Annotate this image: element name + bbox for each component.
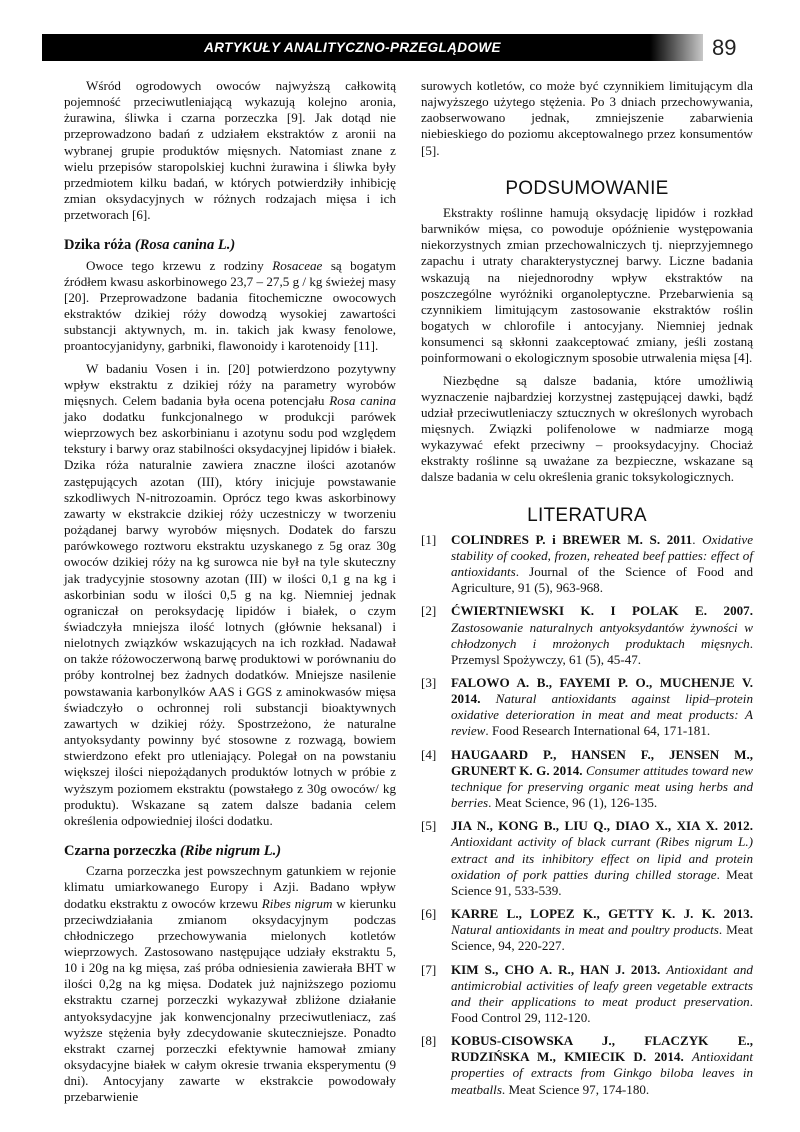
reference-authors: KIM S., CHO A. R., HAN J. 2013. (451, 961, 661, 977)
reference-number: [8] (421, 1033, 437, 1049)
reference-title: Natural antioxidants in meat and poultry products (451, 922, 719, 938)
continuation-paragraph: surowych kotletów, co może być czynnikiem limitującym dla najwyższego użytego stężenia. Po 3 dniach przechowywania, zaobserwowano jednak, zmniejszenie zabarwienia niebieskiego do poziomu akceptowalnego przez konsumentów [5]. (421, 78, 753, 158)
reference-list (421, 532, 753, 1098)
reference-authors: KOBUS-CISOWSKA J., FLACZYK E., RUDZIŃSKA M., KMIECIK D. 2014. (451, 1033, 753, 1065)
reference-body (451, 1033, 753, 1098)
text-run: Owoce tego krzewu z rodziny (86, 257, 273, 273)
reference-source: . Food Research International 64, 171-181. (485, 723, 711, 739)
separator (480, 691, 495, 706)
reference-body (451, 906, 753, 954)
reference-item (421, 1033, 753, 1098)
reference-authors: ĆWIERTNIEWSKI K. I POLAK E. 2007. (451, 603, 753, 619)
reference-item (421, 818, 753, 899)
reference-item (421, 906, 753, 954)
text-run: Czarna porzeczka jest powszechnym gatunkiem w rejonie klimatu umiarkowanego Europy i Azji. Badano wpływ dodatku ekstraktu z owoców krzewu (64, 863, 396, 911)
reference-number: [6] (421, 906, 437, 922)
text-run: w kierunku przeciwdziałania zmianom oksydacyjnym podczas chłodniczego przechowywania mielonych kotletów wieprzowych. Zastosowano następujące udziały ekstraktu 5, 10 i 20g na kg mięsa, zaś próba odniesienia zawierała BHT w ilości 0,2g na kg mięsa. Dodatek już najniższego poziomu ekstraktu czarnej porzeczki wykazywał zbliżone działanie antyoksydacyjne jak konwencjonalny przeciwutleniacz, zaś wyższe stężenia były zdecydowanie skuteczniejsze. Ponadto ekstrakt czarnej porzeczki efektywnie hamował zmiany oksydacyjne białek w całym okresie trwania eksperymentu (9 dni). Antocyjany zawarte w ekstrakcie powodowały przebarwienie (64, 895, 396, 1105)
reference-number: [2] (421, 603, 437, 619)
reference-source: . Meat Science 97, 174-180. (501, 1081, 650, 1097)
reference-number: [3] (421, 675, 437, 690)
reference-body (451, 962, 753, 1027)
latin-name: Rosa canina (329, 392, 396, 408)
reference-title: Natural antioxidants against lipid–protein oxidative deterioration in meat and meat products: A review (451, 691, 753, 739)
reference-source: . Przemysl Spożywczy, 61 (5), 45-47. (451, 635, 753, 667)
text-run: są bogatym źródłem kwasu askorbinowego 23,7 – 27,5 g / kg świeżej masy [20]. Przeprowadzone badania fitochemiczne owocowych ekstraktów dzikiej róży dowodzą wysokiej zawartości substancji aktywnych, m. in. takich jak kwasy fenolowe, proantocyjanidyny, garbniki, flawonoidy i karotenoidy [11]. (64, 257, 396, 354)
page-number: 89 (712, 35, 737, 60)
reference-source: . Meat Science, 94, 220-227. (451, 922, 753, 954)
reference-title: Zastosowanie naturalnych antyoksydantów żywności w chłodzonych i mrożonych produktach mięsnych (451, 619, 753, 651)
reference-title: Antioxidant properties of extracts from Ginkgo biloba leaves in meatballs (451, 1049, 753, 1097)
rose-paragraph-1 (64, 258, 396, 355)
reference-authors: HAUGAARD P., HANSEN F., JENSEN M., GRUNERT K. G. 2014. (451, 746, 753, 778)
text-run: W badaniu Vosen i in. [20] potwierdzono pozytywny wpływ ekstraktu z dzikiej róży na parametry wyrobów mięsnych. Celem badania była ocena potencjału (64, 360, 396, 408)
rose-heading (64, 237, 396, 253)
reference-authors: FALOWO A. B., FAYEMI P. O., MUCHENJE V. 2014. (451, 675, 753, 707)
reference-number: [1] (421, 531, 437, 547)
intro-paragraph: Wśród ogrodowych owoców najwyższą całkowitą pojemność przeciwutleniającą wykazują kolejno aronia, żurawina, śliwka i czarna porzeczka [9]. Jak dotąd nie przeprowadzono badań z udziałem ekstraktów z aronii na wybranej grupie produktów mięsnych. Natomiast znane z wielu przepisów staropolskiej kuchni żurawina i śliwka były przedmiotem kilku badań, w których potwierdziły inhibicję zmian oksydacyjnych w różnych rodzajach mięsa i ich przetworach [6]. (64, 78, 396, 223)
reference-source: . Meat Science 91, 533-539. (451, 866, 753, 898)
reference-body (451, 532, 753, 597)
reference-item (421, 603, 753, 668)
reference-item (421, 962, 753, 1027)
currant-heading-latin: (Ribe nigrum L.) (179, 843, 282, 860)
rose-heading-text: Dzika róża (64, 237, 135, 254)
reference-source: . Journal of the Science of Food and Agriculture, 91 (5), 963-968. (451, 564, 753, 596)
latin-name: Rosaceae (272, 257, 323, 273)
reference-number: [4] (421, 746, 437, 762)
reference-authors: JIA N., KONG B., LIU Q., DIAO X., XIA X. 2012. (451, 818, 753, 834)
running-header-bar (42, 34, 703, 61)
reference-item (421, 675, 753, 740)
reference-body (451, 603, 753, 668)
reference-source: . Food Control 29, 112-120. (451, 993, 753, 1025)
currant-heading-text: Czarna porzeczka (64, 843, 180, 860)
reference-body (451, 747, 753, 812)
literature-heading: LITERATURA (527, 504, 647, 526)
summary-paragraph-2: Niezbędne są dalsze badania, które umożliwią wyznaczenie najbardziej korzystnej zastępującej dawki, bądź udział przeciwutleniaczy sztucznych w określonych wyrobach mięsnych. Związki polifenolowe w nadmiarze mogą wykazywać efekt przeciwny – prooksydacyjny. Chociaż ekstrakty roślinne są uważane za bezpieczne, wskazane są dalsze badania w celu określenia granic toksykologicznych. (421, 372, 753, 485)
reference-title: Antioxidant and antimicrobial activities of leafy green vegetable extracts and their applications to meat product preservation (451, 961, 753, 1009)
left-column (64, 78, 396, 1106)
currant-paragraph (64, 863, 396, 1105)
reference-title: Antioxidant activity of black currant (Ribes nigrum L.) extract and its inhibitory effect on lipid and protein oxidation of pork patties during chilled storage (451, 834, 753, 882)
reference-title: Oxidative stability of cooked, frozen, reheated beef patties: effect of antioxidants (451, 531, 754, 580)
currant-heading (64, 843, 396, 859)
rose-paragraph-2 (64, 361, 396, 830)
separator: . (692, 531, 703, 547)
reference-number: [7] (421, 961, 437, 977)
reference-body (451, 675, 753, 740)
reference-source: . Meat Science, 96 (1), 126-135. (488, 795, 658, 811)
latin-name: Ribes nigrum (261, 895, 333, 911)
summary-paragraph-1: Ekstrakty roślinne hamują oksydację lipidów i rozkład barwników mięsa, co powoduje opóźnienie występowania niekorzystnych zmian przechowalniczych tj. nieprzyjemnego zapachu i utraty charakterystycznej barwy. Liczne badania wskazują na niejednorodny wpływ ekstraktów na poszczególne wyróżniki organoleptyczne. Przebarwienia są czynnikiem limitującym zastosowanie ekstraktów roślin bogatych w chlorofile i antocyjany. Niemniej jednak konsumenci są skłonni zaakceptować zmiany, jeśli zostaną poinformowani o ekologicznym sposobie utrwalenia mięsa [4]. (421, 204, 753, 366)
rose-heading-latin: (Rosa canina L.) (134, 237, 236, 254)
separator (684, 1049, 692, 1064)
reference-body (451, 818, 753, 899)
reference-authors: COLINDRES P. i BREWER M. S. 2011 (451, 531, 693, 547)
right-column (421, 78, 753, 1105)
running-header-title: ARTYKUŁY ANALITYCZNO-PRZEGLĄDOWE (204, 40, 501, 55)
reference-item (421, 747, 753, 812)
text-run: jako dodatku funkcjonalnego w produkcji parówek wieprzowych bez askorbinianu i azotynu sodu pod względem tekstury i barwy oraz stabilności oksydacyjnej lipidów i białek. Dzika róża naturalnie zawiera znaczne ilości azotanów zastępujących azotan (III), który inicjuje powstawanie szkodliwych N-nitrozoamin. Oprócz tego kwas askorbinowy zawarty w ekstrakcie dzikiej róży uczestniczy w tworzeniu pożądanej barwy wyrobów mięsnych. Dodatek do farszu parówkowego roztworu ekstraktu uzyskanego z 5g oraz 30g owoców dzikiej róży na kg surowca nie był na tyle skuteczny jak tradycyjnie stosowny azotan (III) w ilości 0,1 g na kg i askorbinian sodu w ilości 0,5 g na kg. Niemniej jednak ograniczał on peroksydację lipidów i białek, o czym świadczyła mniejsza ilość lotnych (głównie heksanal) i nielotnych związków wskazujących na ich rozkład. Nadawał on także różowoczerwoną barwę produktowi w porównaniu do próby kontrolnej bez żadnych dodatków. Mniejsze nasilenie powstawania karbonylków AAS i GGS z aminokwasów mięsa świadczyło o ochronnej roli substancji bioaktywnych zawartych w dzikiej róży. Spostrzeżono, że naturalne antyoksydanty powinny być stosowne z rozwagą, bowiem stwierdzono efekt pro utleniający. Polegał on na powstaniu większej ilości niepożądanych produktów lotnych w próbie z wyższym poziomem ekstraktu (powstałego z 30g owoców/ kg produktu). Wskazane są zatem dalsze badania celem określenia odpowiedniej ilości dodatku. (64, 408, 396, 828)
reference-title: Consumer attitudes toward new technique for preserving organic meat using herbs and berries (451, 762, 754, 811)
summary-heading: PODSUMOWANIE (505, 177, 669, 199)
reference-number: [5] (421, 818, 437, 834)
reference-item (421, 532, 753, 597)
reference-authors: KARRE L., LOPEZ K., GETTY K. J. K. 2013. (451, 906, 753, 922)
